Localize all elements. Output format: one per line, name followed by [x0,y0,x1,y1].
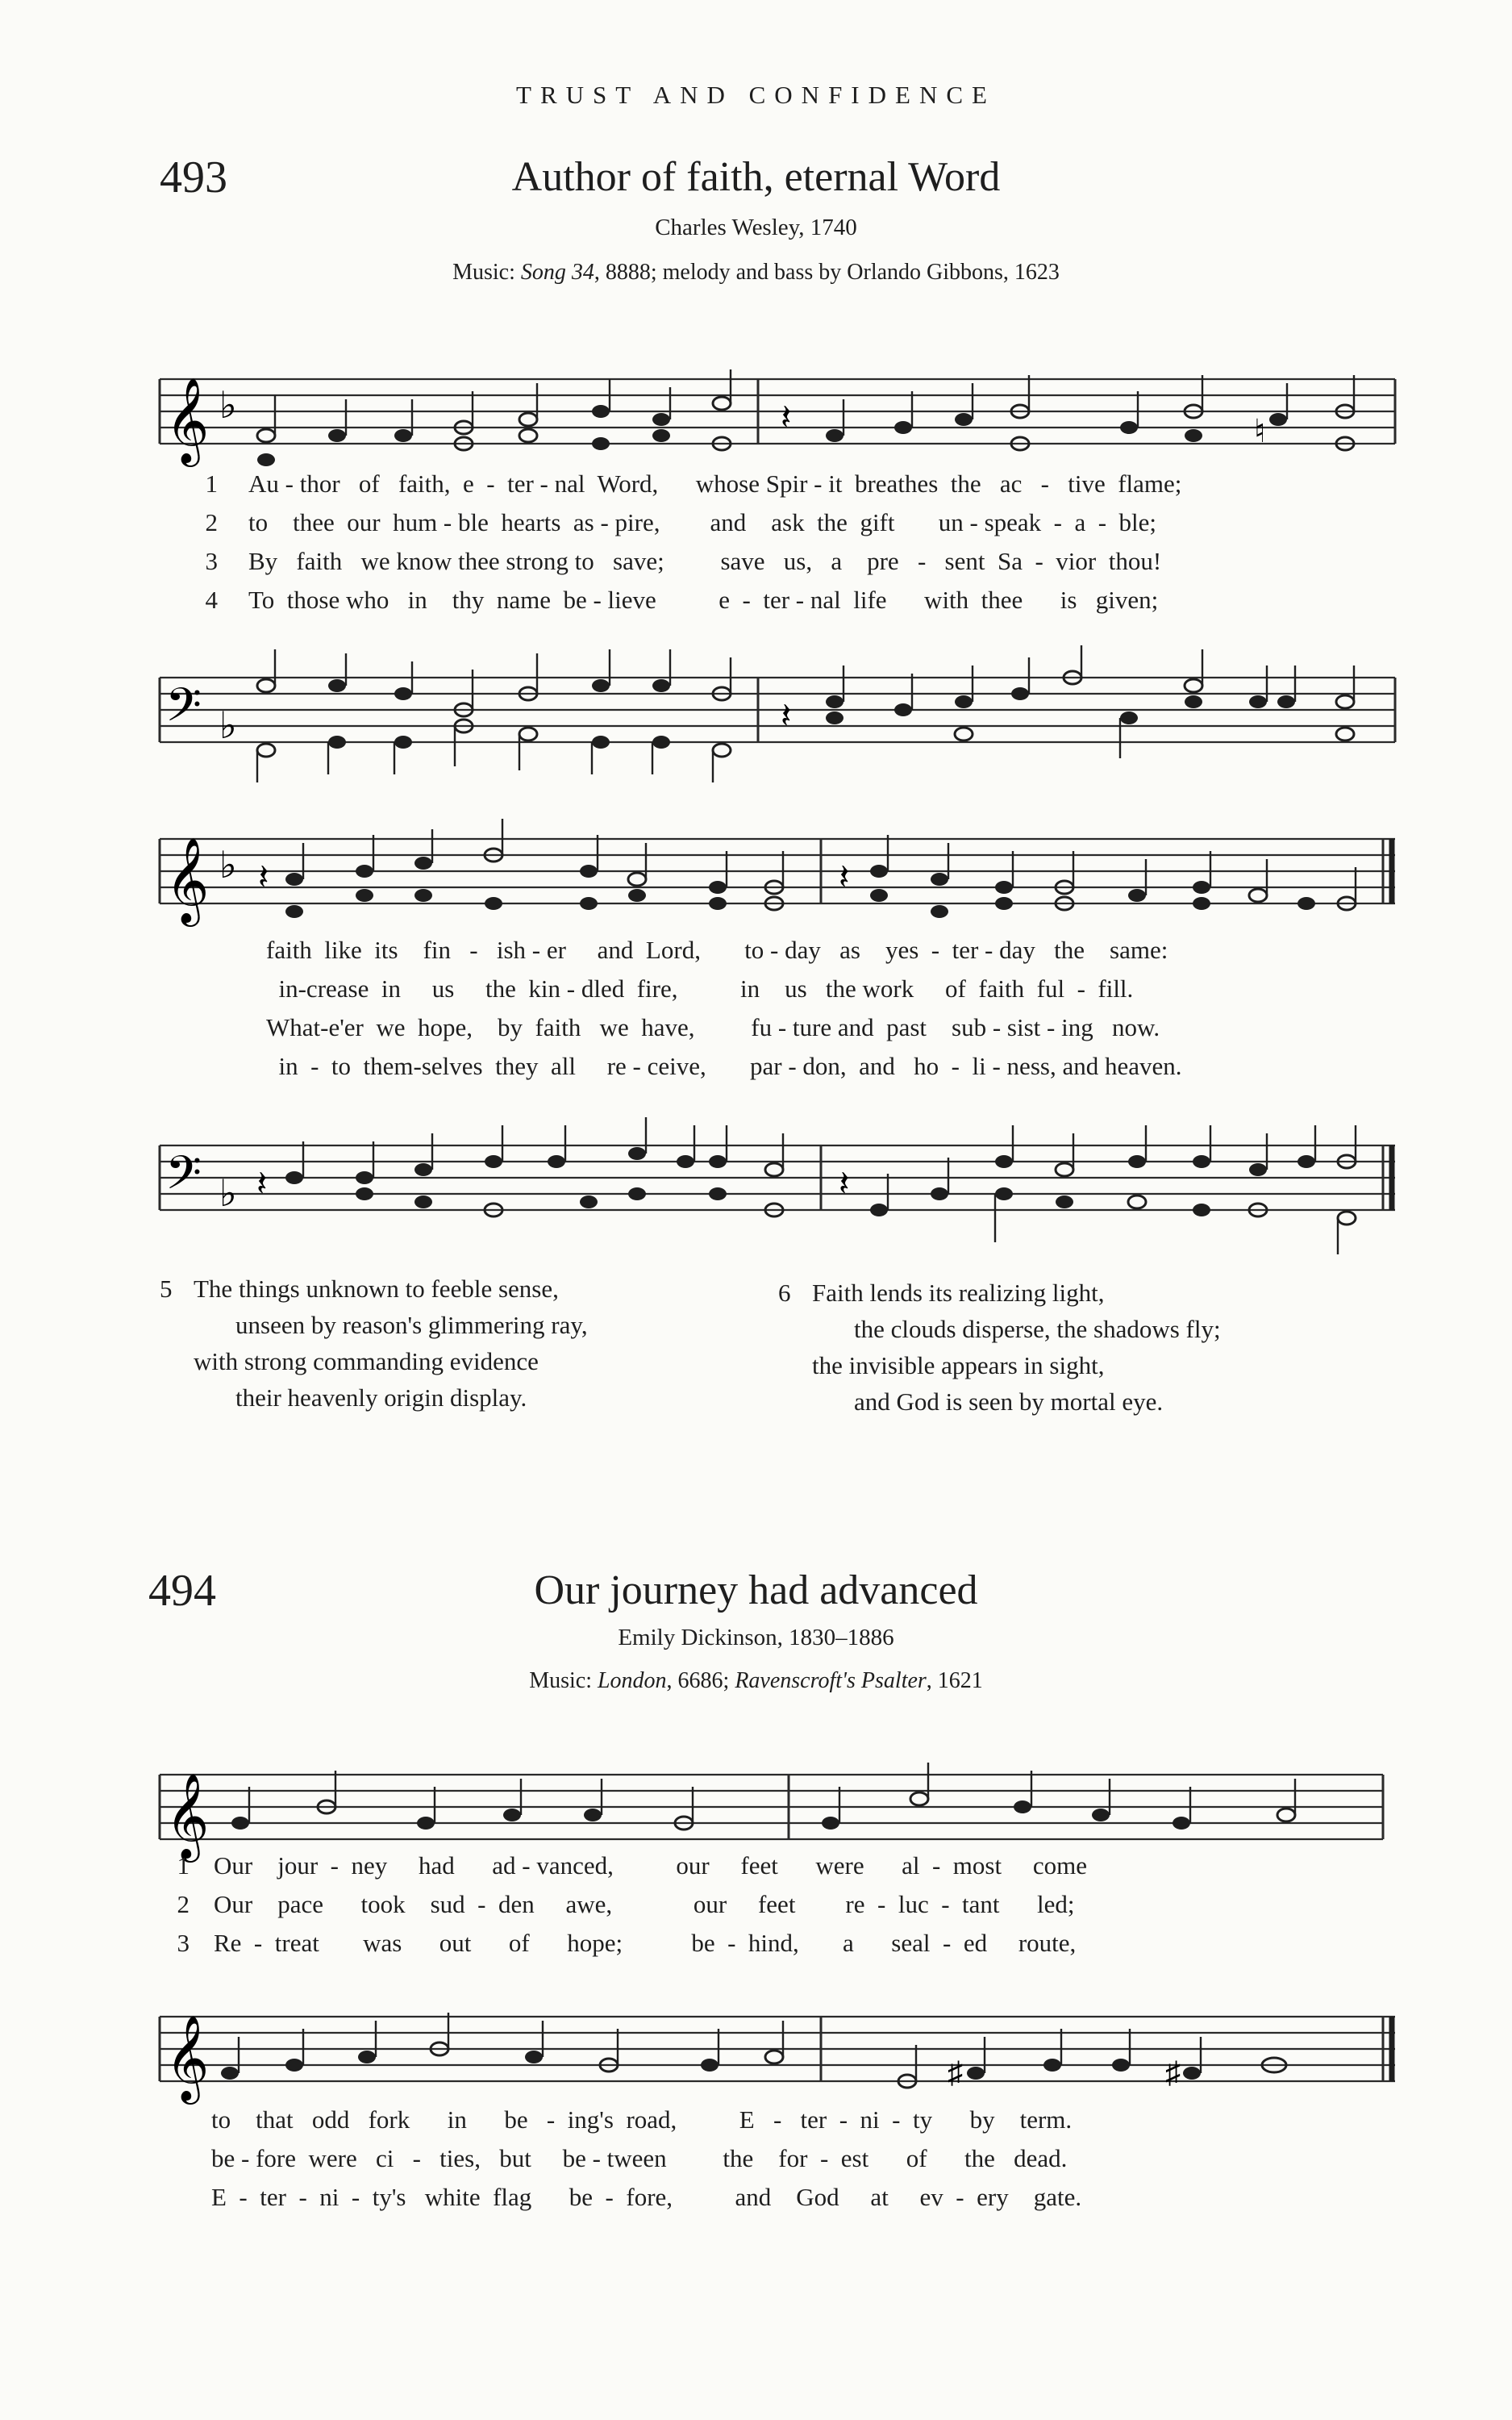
hymn-494-s2-lyric-3: E - ter - ni - ty's white flag be - fore, and God at ev - ery gate. [211,2183,1082,2211]
running-head: TRUST AND CONFIDENCE [516,81,996,109]
svg-text:𝄽: 𝄽 [781,696,792,736]
stanza-5-line-4: their heavenly origin display. [235,1383,527,1412]
stanza-5-line-3: with strong commanding evidence [194,1347,539,1375]
svg-text:♯: ♯ [1165,2056,1181,2090]
hymn-494-music-credit: Music: London, 6686; Ravenscroft's Psalter, 1621 [529,1668,983,1693]
svg-text:𝄽: 𝄽 [256,1164,268,1204]
hymn-494-s2-lyric-2: be - fore were ci - ties, but be - tween the for - est of the dead. [211,2144,1068,2172]
hymn-493-system2-bass-staff [0,1113,1512,1258]
hymn-494-s1-lyric-2: 2 Our pace took sud - den awe, our feet re - luc - tant led; [177,1890,1075,1918]
hymn-494-s1-lyric-1: 1 Our jour - ney had ad - vanced, our feet were al - most come [177,1851,1087,1880]
hymn-494-author: Emily Dickinson, 1830–1886 [618,1625,894,1650]
hymn-493-number: 493 [160,152,227,202]
flat-key-icon: ♭ [219,385,237,426]
svg-text:𝄞: 𝄞 [165,1772,210,1859]
svg-text:𝄽: 𝄽 [839,1164,850,1204]
hymn-493-s1-lyric-2: 2 to thee our hum - ble hearts as - pire, and ask the gift un - speak - a - ble; [205,508,1157,536]
stanza-6-line-2: the clouds disperse, the shadows fly; [854,1315,1221,1343]
svg-text:𝄽: 𝄽 [839,857,850,897]
tune-name: Song 34 [520,260,594,285]
hymn-493-s2-lyric-3: What-e'er we hope, by faith we have, fu - ture and past sub - sist - ing now. [266,1013,1160,1041]
stanza-5: 5 The things unknown to feeble sense, unseen by reason's glimmering ray, with strong commanding evidence their heavenly origin display. [194,1270,588,1416]
music-prefix: Music: [452,260,521,285]
hymn-494-s2-lyric-1: to that odd fork in be - ing's road, E - ter - ni - ty by term. [211,2105,1073,2134]
hymn-493-system2-treble-staff [0,815,1512,944]
flat-key-icon: ♭ [219,705,237,746]
stanza-6-line-4: and God is seen by mortal eye. [854,1387,1164,1416]
svg-text:𝄞: 𝄞 [165,837,210,923]
hymn-493-s1-lyric-4: 4 To those who in thy name be - lieve e - ter - nal life with thee is given; [205,586,1159,614]
svg-text:♭: ♭ [219,1173,237,1214]
hymn-493-s2-lyric-4: in - to them-selves they all re - ceive, par - don, and ho - li - ness, and heaven. [266,1052,1182,1080]
hymn-493-system1-treble-staff [0,355,1512,476]
svg-text:♯: ♯ [948,2056,963,2090]
hymn-493-title: Author of faith, eternal Word [511,154,1001,200]
hymn-493-s1-lyric-3: 3 By faith we know thee strong to save; save us, a pre - sent Sa - vior thou! [205,547,1162,575]
rest-icon: 𝄽 [781,398,792,437]
stanza-6-line-3: the invisible appears in sight, [812,1351,1105,1379]
svg-text:𝄽: 𝄽 [258,857,269,897]
bass-clef-icon: 𝄢 [165,678,202,744]
hymn-493-s2-lyric-2: in-crease in us the kin - dled fire, in us the work of faith ful - fill. [266,974,1134,1003]
svg-text:𝄢: 𝄢 [165,1145,202,1212]
treble-clef-icon: 𝄞 [165,377,210,463]
hymn-494-number: 494 [148,1566,216,1616]
hymn-494-s1-lyric-3: 3 Re - treat was out of hope; be - hind, a seal - ed route, [177,1929,1077,1957]
hymn-494-system2-staff [0,1992,1512,2105]
hymn-493-music-credit [0,260,1512,286]
music-rest: , 8888; melody and bass by Orlando Gibbons, 1623 [594,260,1060,285]
notes [257,369,1354,466]
svg-text:𝄞: 𝄞 [165,2014,210,2101]
svg-text:♭: ♭ [219,845,237,886]
hymn-493-author: Charles Wesley, 1740 [655,215,857,240]
stanza-5-line-2: unseen by reason's glimmering ray, [235,1311,588,1339]
stanza-6-line-1: Faith lends its realizing light, [812,1279,1105,1307]
stanza-6: 6 Faith lends its realizing light, the clouds disperse, the shadows fly; the invisible appears in sight, and God is seen by mortal eye. [812,1275,1221,1420]
hymn-493-s2-lyric-1: faith like its fin - ish - er and Lord, to - day as yes - ter - day the same: [266,936,1168,964]
hymn-493-s1-lyric-1: 1 Au - thor of faith, e - ter - nal Word, whose Spir - it breathes the ac - tive flame; [205,469,1182,498]
natural-icon: ♮ [1254,413,1266,449]
hymn-493-system1-bass-staff [0,645,1512,791]
hymn-494-title: Our journey had advanced [534,1567,978,1613]
hymn-494-system1-staff [0,1750,1512,1863]
stanza-5-line-1: The things unknown to feeble sense, [194,1275,559,1303]
